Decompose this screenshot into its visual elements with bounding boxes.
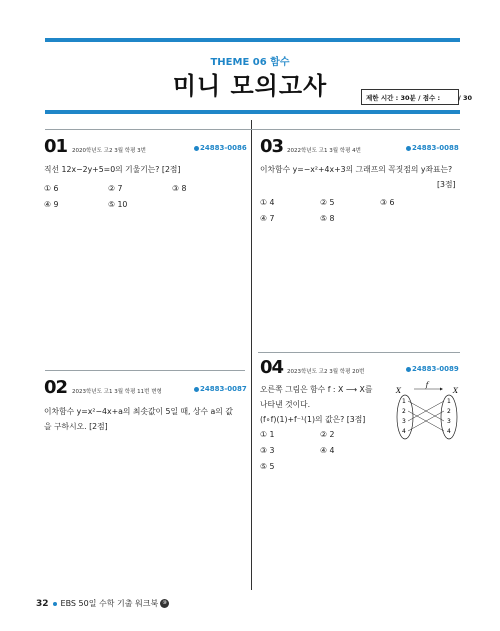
page-number: 32 [36,599,49,609]
question-points: [3점] [437,180,456,189]
right-element: 3 [447,418,451,425]
right-element: 4 [447,428,451,435]
question-text-line: 이차함수 y=x²−4x+a의 최솟값이 5일 때, 상수 a의 값 [44,407,233,416]
choice[interactable]: ⑤ 10 [108,200,128,209]
question-text-line: 나타낸 것이다. [260,400,311,409]
column-divider [251,120,252,590]
function-mapping-diagram [392,381,462,441]
page-footer [36,598,169,609]
set-left-label: X [396,387,401,395]
page-title: 미니 모의고사 [172,72,328,100]
left-element: 2 [402,408,406,415]
question-code: 24883-0086 [194,144,247,152]
code-bullet-icon [406,367,411,372]
question-rule [45,370,245,371]
score-suffix: / 30 [458,94,472,102]
question-text-line: 오른쪽 그림은 함수 f : X ⟶ X를 [260,385,373,394]
left-element: 4 [402,428,406,435]
question-number: 03 [260,136,284,157]
f-label: f [425,381,429,389]
answer-choices [260,198,460,228]
question-source: 2020학년도 고2 3월 학평 3번 [72,148,146,154]
question-source: 2023학년도 고1 3월 학평 11번 변형 [72,389,162,395]
code-bullet-icon [194,387,199,392]
set-right-label: X [453,387,458,395]
choice[interactable]: ④ 4 [320,446,335,455]
question-text-line: 이차함수 y=−x²+4x+3의 그래프의 꼭짓점의 y좌표는? [260,165,453,174]
mapping-arrows [408,401,444,431]
choice[interactable]: ② 7 [108,184,123,193]
choice[interactable]: ③ 8 [172,184,187,193]
score-prefix: 제한 시간 : 30분 / 점수 : [366,94,441,102]
choice[interactable]: ② 2 [320,430,335,439]
choice[interactable]: ④ 7 [260,214,275,223]
footer-dot-icon [53,602,57,606]
top-accent-bar [45,38,460,42]
question-rule [258,352,460,353]
book-title: EBS 50일 수학 기출 워크북 [60,599,159,608]
question-code: 24883-0089 [406,365,459,373]
right-element: 2 [447,408,451,415]
choice[interactable]: ① 4 [260,198,275,207]
left-element: 3 [402,418,406,425]
choice[interactable]: ① 1 [260,430,275,439]
f-arrowhead-icon [440,388,443,391]
score-box [361,89,472,105]
theme-label: THEME 06 함수 [210,57,290,68]
choice[interactable]: ③ 3 [260,446,275,455]
answer-choices [44,184,244,214]
code-bullet-icon [406,146,411,151]
choice[interactable]: ⑤ 5 [260,462,275,471]
question-number: 01 [44,136,68,157]
title-accent-bar [45,110,460,114]
question-text-line: 을 구하시오. [2점] [44,422,108,431]
question-number: 04 [260,357,284,378]
question-rule-top [45,129,460,130]
question-number: 02 [44,377,68,398]
question-text-line: (f∘f)(1)+f⁻¹(1)의 값은? [3점] [260,415,366,424]
answer-choices [260,430,390,476]
choice[interactable]: ③ 6 [380,198,395,207]
choice[interactable]: ② 5 [320,198,335,207]
volume-badge: ⑩ [160,599,169,608]
question-source: 2023학년도 고2 3월 학평 20번 [287,369,365,375]
question-code: 24883-0087 [194,385,247,393]
question-code: 24883-0088 [406,144,459,152]
question-text: 직선 12x−2y+5=0의 기울기는? [2점] [44,165,181,174]
choice[interactable]: ① 6 [44,184,59,193]
left-element: 1 [402,398,406,405]
question-source: 2022학년도 고1 3월 학평 4번 [287,148,361,154]
code-bullet-icon [194,146,199,151]
choice[interactable]: ④ 9 [44,200,59,209]
right-element: 1 [447,398,451,405]
choice[interactable]: ⑤ 8 [320,214,335,223]
